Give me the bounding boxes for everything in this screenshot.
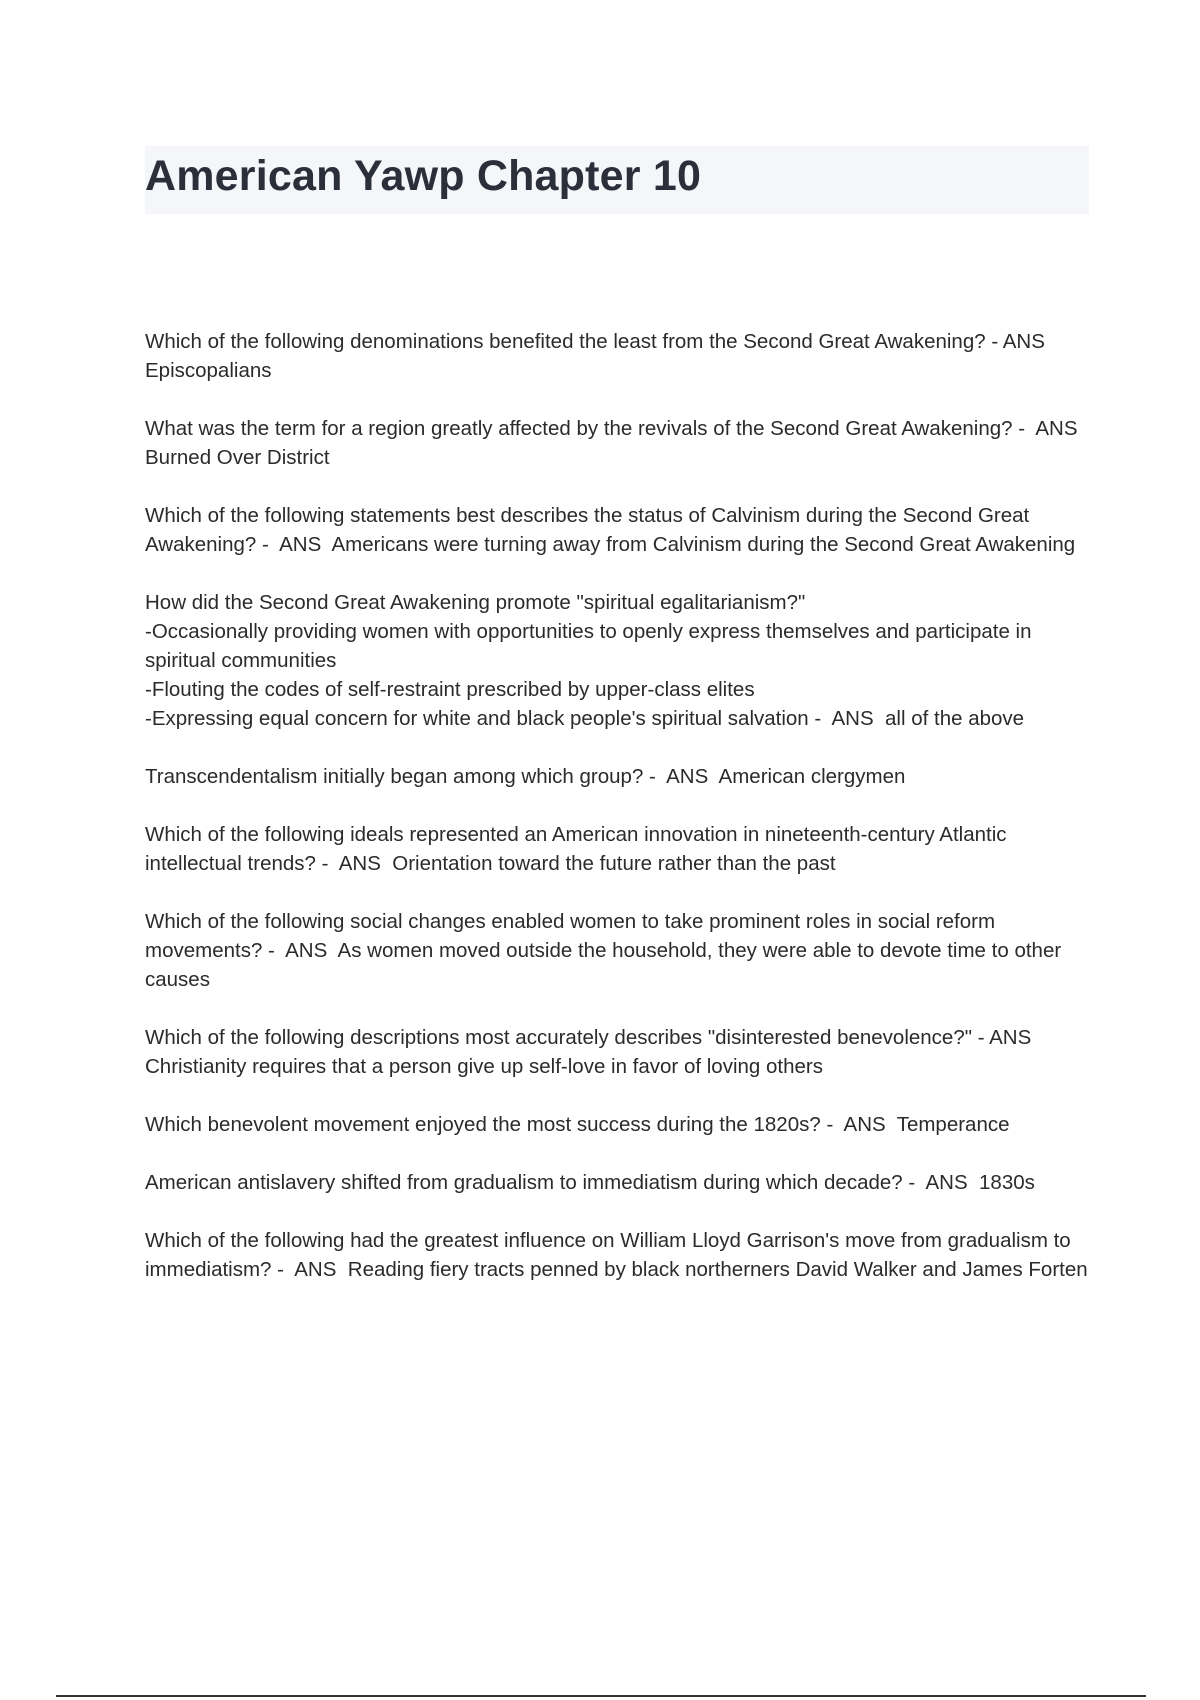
qa-list	[145, 327, 1095, 1313]
qa-item: Which of the following social changes enabled women to take prominent roles in social reform movements? - ANS As women moved outside the household, they were able to devote time to other causes	[145, 910, 1067, 991]
qa-item: Which of the following statements best describes the status of Calvinism during the Second Great Awakening? - ANS Americans were turning away from Calvinism during the Second Great Awakening	[145, 504, 1076, 556]
qa-item: How did the Second Great Awakening promote "spiritual egalitarianism?" -Occasionally providing women with opportunities to openly express themselves and participate in spiritual communities -Flouting the codes of self-restraint prescribed by upper-class elites -Expressing equal concern for white and black people's spiritual salvation - ANS all of the above	[145, 591, 1032, 730]
page-title: American Yawp Chapter 10	[145, 152, 702, 200]
qa-item: Which of the following denominations benefited the least from the Second Great Awakening? - ANS Episcopalians	[145, 330, 1057, 382]
title-banner	[145, 146, 1089, 214]
qa-item: Transcendentalism initially began among which group? - ANS American clergymen	[145, 765, 906, 788]
qa-item: Which of the following descriptions most accurately describes "disinterested benevolence?" - ANS Christianity requires that a person give up self-love in favor of loving others	[145, 1026, 1043, 1078]
qa-item: What was the term for a region greatly affected by the revivals of the Second Great Awakening? - ANS Burned Over District	[145, 417, 1089, 469]
qa-item: Which benevolent movement enjoyed the most success during the 1820s? - ANS Temperance	[145, 1113, 1010, 1136]
page-divider	[56, 1695, 1146, 1697]
qa-item: Which of the following had the greatest influence on William Lloyd Garrison's move from gradualism to immediatism? - ANS Reading fiery tracts penned by black northerners David Walker and James Forten	[145, 1229, 1088, 1281]
qa-item: Which of the following ideals represented an American innovation in nineteenth-century Atlantic intellectual trends? - ANS Orientation toward the future rather than the past	[145, 823, 1013, 875]
qa-item: American antislavery shifted from gradualism to immediatism during which decade? - ANS 1830s	[145, 1171, 1035, 1194]
